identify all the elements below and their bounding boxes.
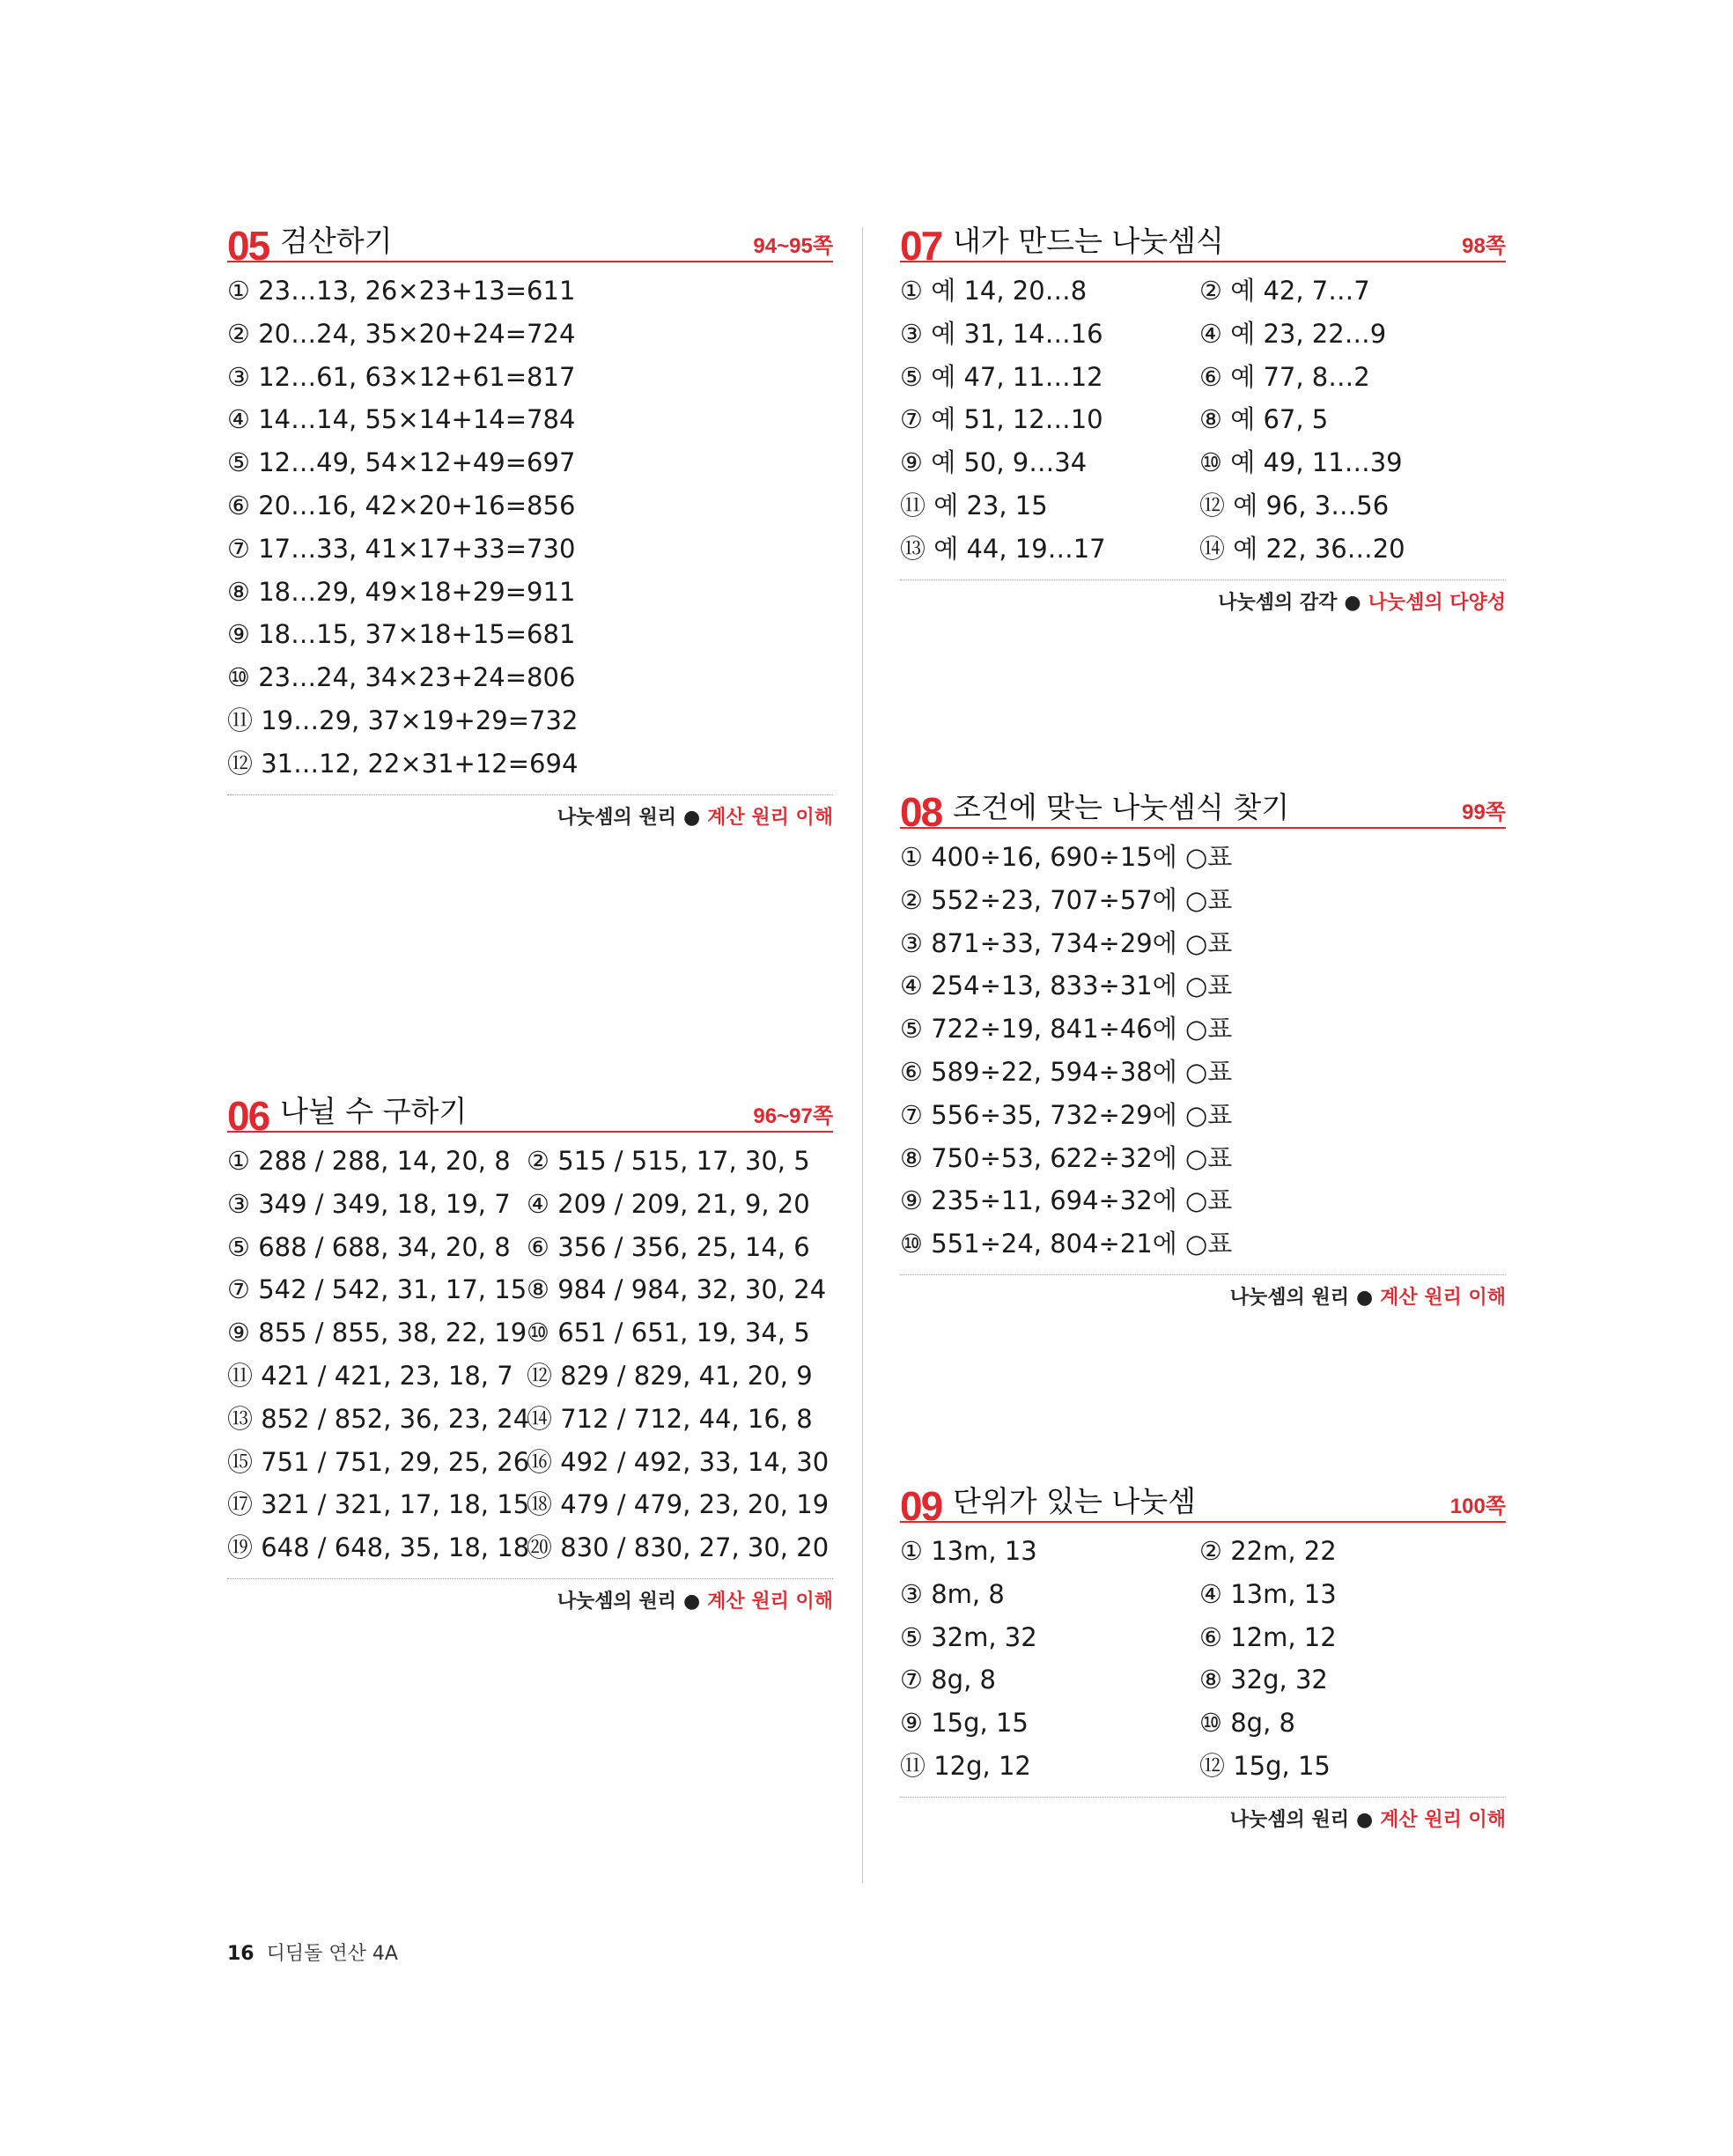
answer-item: ④ 209 / 209, 21, 9, 20 [527, 1188, 810, 1219]
section-footer [900, 580, 1506, 619]
section-09 [900, 1480, 1506, 1836]
answer-item: ⑧ 984 / 984, 32, 30, 24 [527, 1274, 827, 1305]
bullet-icon: ● [682, 1590, 701, 1613]
answer-item: ⑩ 23…24, 34×23+24=806 [227, 662, 576, 693]
footer-category: 나눗셈의 원리 [557, 1590, 676, 1613]
answer-row [900, 398, 1506, 441]
section-title: 나뉠 수 구하기 [280, 1094, 468, 1128]
section-header [900, 786, 1506, 835]
section-05 [227, 220, 833, 834]
answer-item: ⑬ 852 / 852, 36, 23, 24 [227, 1403, 530, 1434]
answer-row [900, 1616, 1506, 1659]
answer-item: ④ 13m, 13 [1199, 1578, 1337, 1609]
answer-item: ④ 254÷13, 833÷31에 ○표 [900, 971, 1233, 1001]
answer-item: ⑪ 예 23, 15 [900, 490, 1048, 521]
footer-skill: 계산 원리 이해 [1380, 1286, 1506, 1309]
answer-item: ⑥ 356 / 356, 25, 14, 6 [527, 1231, 810, 1262]
answer-item: ⑪ 12g, 12 [900, 1750, 1031, 1781]
answer-item: ⑧ 예 67, 5 [1199, 404, 1329, 435]
answer-item: ⑫ 829 / 829, 41, 20, 9 [527, 1360, 813, 1391]
answer-row [900, 356, 1506, 399]
answer-item: ② 552÷23, 707÷57에 ○표 [900, 884, 1233, 915]
answer-item: ⑭ 예 22, 36…20 [1199, 533, 1405, 564]
footer-skill: 계산 원리 이해 [1380, 1808, 1506, 1831]
answer-item: ① 13m, 13 [900, 1536, 1037, 1566]
answer-item: ⑦ 17…33, 41×17+33=730 [227, 533, 576, 564]
answer-item: ⑩ 8g, 8 [1199, 1708, 1295, 1739]
answer-item: ⑥ 20…16, 42×20+16=856 [227, 490, 576, 521]
answer-item: ① 288 / 288, 14, 20, 8 [227, 1146, 511, 1176]
answer-row [227, 1483, 833, 1526]
answer-item: ⑰ 321 / 321, 17, 18, 15 [227, 1489, 530, 1520]
answer-item: ⑯ 492 / 492, 33, 14, 30 [527, 1446, 830, 1477]
answer-item: ⑨ 15g, 15 [900, 1708, 1029, 1739]
answer-item: ② 22m, 22 [1199, 1536, 1337, 1566]
section-number: 07 [900, 223, 942, 269]
section-title: 검산하기 [280, 224, 393, 258]
book-title: 디딤돌 연산 4A [266, 1943, 398, 1965]
answer-row [900, 1702, 1506, 1745]
answer-item: ⑦ 542 / 542, 31, 17, 15 [227, 1274, 527, 1305]
answer-item: ⑪ 421 / 421, 23, 18, 7 [227, 1360, 513, 1391]
answer-row [227, 1441, 833, 1484]
column-divider [862, 227, 863, 1883]
answer-item: ④ 14…14, 55×14+14=784 [227, 404, 576, 435]
section-header [900, 1480, 1506, 1529]
answer-item: ② 20…24, 35×20+24=724 [227, 318, 576, 349]
section-footer [227, 1578, 833, 1618]
answer-item: ⑤ 12…49, 54×12+49=697 [227, 447, 576, 478]
answer-item: ⑧ 750÷53, 622÷32에 ○표 [900, 1142, 1233, 1173]
page-number: 16 [227, 1943, 254, 1965]
answer-item: ③ 8m, 8 [900, 1578, 1005, 1609]
answer-list [227, 262, 833, 786]
footer-category: 나눗셈의 원리 [1229, 1808, 1349, 1831]
answer-list [900, 1523, 1506, 1788]
answer-row [900, 441, 1506, 484]
section-title: 단위가 있는 나눗셈 [953, 1484, 1197, 1518]
answer-item: ⑪ 19…29, 37×19+29=732 [227, 705, 579, 735]
bullet-icon: ● [682, 806, 701, 829]
answer-item: ⑤ 688 / 688, 34, 20, 8 [227, 1231, 511, 1262]
section-page-ref: 100쪽 [1449, 1495, 1506, 1518]
answer-item: ⑭ 712 / 712, 44, 16, 8 [527, 1403, 813, 1434]
answer-row [900, 1530, 1506, 1573]
answer-row [227, 1140, 833, 1183]
answer-row [900, 528, 1506, 571]
section-number: 09 [900, 1483, 942, 1529]
answer-item: ⑳ 830 / 830, 27, 30, 20 [527, 1532, 830, 1563]
answer-list [900, 262, 1506, 571]
answer-item: ⑨ 18…15, 37×18+15=681 [227, 619, 576, 650]
footer-skill: 나눗셈의 다양성 [1368, 591, 1506, 614]
answer-item: ⑤ 32m, 32 [900, 1621, 1037, 1652]
footer-category: 나눗셈의 원리 [1229, 1286, 1349, 1309]
answer-item: ⑩ 예 49, 11…39 [1199, 447, 1403, 478]
answer-item: ⑤ 722÷19, 841÷46에 ○표 [900, 1014, 1233, 1045]
section-page-ref: 99쪽 [1462, 801, 1506, 824]
footer-skill: 계산 원리 이해 [707, 1590, 833, 1613]
section-title: 조건에 맞는 나눗셈식 찾기 [953, 790, 1290, 824]
answer-row [900, 1745, 1506, 1788]
section-07 [900, 220, 1506, 619]
answer-item: ⑫ 예 96, 3…56 [1199, 490, 1390, 521]
answer-row [227, 1398, 833, 1441]
answer-item: ① 23…13, 26×23+13=611 [227, 276, 576, 306]
answer-item: ⑦ 8g, 8 [900, 1665, 996, 1695]
section-footer [900, 1797, 1506, 1836]
answer-row [227, 1526, 833, 1569]
section-header [227, 220, 833, 269]
answer-item: ⑩ 551÷24, 804÷21에 ○표 [900, 1229, 1233, 1259]
answer-item: ⑤ 예 47, 11…12 [900, 361, 1103, 392]
answer-item: ④ 예 23, 22…9 [1199, 318, 1387, 349]
answer-list [900, 829, 1506, 1266]
section-header [227, 1090, 833, 1139]
answer-row [227, 1355, 833, 1398]
answer-item: ⑩ 651 / 651, 19, 34, 5 [527, 1318, 810, 1348]
section-06 [227, 1090, 833, 1618]
answer-item: ⑥ 589÷22, 594÷38에 ○표 [900, 1056, 1233, 1087]
answer-item: ⑦ 556÷35, 732÷29에 ○표 [900, 1099, 1233, 1130]
answer-item: ⑲ 648 / 648, 35, 18, 18 [227, 1532, 530, 1563]
answer-item: ⑥ 12m, 12 [1199, 1621, 1337, 1652]
answer-row [900, 270, 1506, 313]
answer-item: ⑨ 예 50, 9…34 [900, 447, 1088, 478]
answer-item: ③ 349 / 349, 18, 19, 7 [227, 1188, 511, 1219]
answer-item: ⑧ 32g, 32 [1199, 1665, 1328, 1695]
answer-item: ⑫ 15g, 15 [1199, 1750, 1331, 1781]
section-page-ref: 98쪽 [1462, 234, 1506, 258]
section-footer [227, 794, 833, 834]
answer-item: ② 예 42, 7…7 [1199, 276, 1370, 306]
bullet-icon: ● [1344, 591, 1361, 614]
answer-item: ⑧ 18…29, 49×18+29=911 [227, 576, 576, 607]
answer-item: ⑫ 31…12, 22×31+12=694 [227, 748, 579, 779]
footer-category: 나눗셈의 감각 [1218, 591, 1338, 614]
answer-item: ② 515 / 515, 17, 30, 5 [527, 1146, 810, 1176]
answer-row [900, 484, 1506, 528]
answer-row [227, 1268, 833, 1311]
answer-row [900, 1573, 1506, 1616]
section-page-ref: 96~97쪽 [753, 1104, 833, 1128]
section-page-ref: 94~95쪽 [753, 234, 833, 258]
answer-item: ⑮ 751 / 751, 29, 25, 26 [227, 1446, 530, 1477]
answer-item: ③ 12…61, 63×12+61=817 [227, 361, 576, 392]
answer-item: ① 400÷16, 690÷15에 ○표 [900, 842, 1233, 872]
answer-row [900, 1658, 1506, 1702]
footer-skill: 계산 원리 이해 [707, 806, 833, 829]
answer-item: ⑬ 예 44, 19…17 [900, 533, 1106, 564]
answer-item: ⑦ 예 51, 12…10 [900, 404, 1103, 435]
page-footer [227, 1941, 398, 1968]
answer-row [227, 1183, 833, 1226]
answer-item: ① 예 14, 20…8 [900, 276, 1088, 306]
footer-category: 나눗셈의 원리 [557, 806, 676, 829]
section-footer [900, 1274, 1506, 1314]
answer-list [227, 1133, 833, 1569]
answer-row [227, 1226, 833, 1269]
bullet-icon: ● [1355, 1286, 1374, 1309]
section-header [900, 220, 1506, 269]
section-number: 05 [227, 223, 269, 269]
answer-item: ⑨ 855 / 855, 38, 22, 19 [227, 1318, 527, 1348]
answer-row [900, 313, 1506, 356]
section-number: 08 [900, 789, 942, 835]
section-number: 06 [227, 1093, 269, 1139]
section-08 [900, 786, 1506, 1314]
answer-item: ⑨ 235÷11, 694÷32에 ○표 [900, 1185, 1233, 1216]
section-title: 내가 만드는 나눗셈식 [953, 224, 1224, 258]
answer-item: ⑱ 479 / 479, 23, 20, 19 [527, 1489, 830, 1520]
answer-row [227, 1311, 833, 1355]
answer-item: ③ 예 31, 14…16 [900, 318, 1103, 349]
answer-item: ③ 871÷33, 734÷29에 ○표 [900, 927, 1233, 958]
bullet-icon: ● [1355, 1808, 1374, 1831]
answer-item: ⑥ 예 77, 8…2 [1199, 361, 1370, 392]
